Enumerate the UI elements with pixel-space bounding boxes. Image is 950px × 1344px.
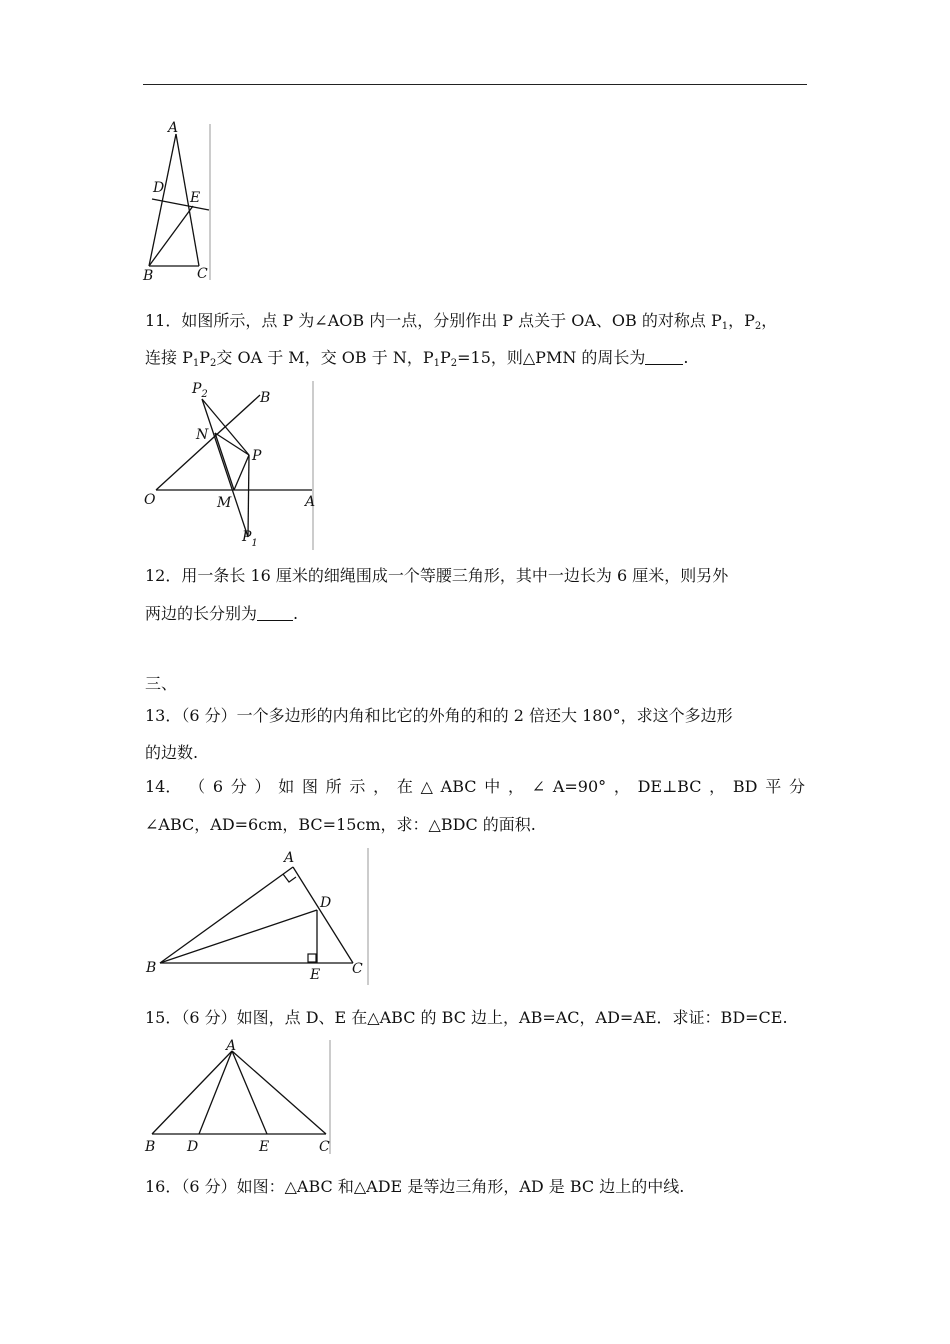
question-13-line1: 13．（6 分）一个多边形的内角和比它的外角的和的 2 倍还大 180°，求这个多边形 <box>145 706 733 725</box>
answer-blank <box>645 350 683 365</box>
q14-token: ， <box>507 777 524 796</box>
label-D: D <box>153 180 165 196</box>
question-11-line1: 11．如图所示，点 P 为∠AOB 内一点，分别作出 P 点关于 OA、OB 的对称点 $P_1$，$P_2$， <box>145 311 778 332</box>
q14-token: 在 <box>396 777 413 796</box>
label-O: O <box>144 492 156 508</box>
label-E: E <box>190 190 201 206</box>
figure-q15 <box>140 1036 334 1158</box>
question-14-line2: ∠ABC，AD=6cm，BC=15cm，求：△BDC 的面积. <box>145 815 536 834</box>
q14-token: 示 <box>349 777 366 796</box>
label-D: D <box>320 895 332 911</box>
label-E: E <box>259 1139 270 1155</box>
q14-token: 图 <box>301 777 318 796</box>
question-13-line2: 的边数. <box>145 743 199 762</box>
q14-token: BD <box>732 777 758 796</box>
label-P2: $P_2$ <box>192 381 208 400</box>
label-N: N <box>196 427 209 443</box>
q14-token: 平 <box>765 777 782 796</box>
label-B: B <box>146 960 157 976</box>
question-14-line1 <box>145 777 805 797</box>
label-C: C <box>197 266 208 282</box>
q14-token: ） <box>254 777 271 796</box>
label-A: A <box>168 120 179 136</box>
q14-token: ABC <box>440 777 477 796</box>
q14-token: （ <box>189 777 206 796</box>
label-D: D <box>187 1139 199 1155</box>
figure-q11 <box>140 377 318 554</box>
label-E: E <box>310 967 321 983</box>
q14-token: 6 <box>212 777 224 796</box>
q14-token: ， <box>709 777 726 796</box>
q14-token: △ <box>420 777 433 796</box>
question-16: 16．（6 分）如图：△ABC 和△ADE 是等边三角形，AD 是 BC 边上的中线. <box>145 1177 685 1196</box>
label-A: A <box>305 494 316 510</box>
section-heading: 三、 <box>145 674 178 693</box>
q14-token: 14． <box>145 777 182 796</box>
q14-token: DE⊥BC <box>637 777 702 796</box>
label-B: B <box>260 390 271 406</box>
q14-token: ， <box>613 777 630 796</box>
label-A: A <box>226 1038 237 1054</box>
label-M: M <box>217 495 232 511</box>
header-rule <box>143 84 807 85</box>
figure-q10 <box>140 120 215 285</box>
label-P: P <box>252 448 262 464</box>
q14-token: ， <box>373 777 390 796</box>
label-C: C <box>319 1139 330 1155</box>
q14-token: 分 <box>230 777 247 796</box>
label-B: B <box>145 1139 156 1155</box>
question-11-line2: 连接 $P_1P_2$交 OA 于 M，交 OB 于 N，$P_1P_2=15$，则△PMN 的周长为 . <box>145 348 689 369</box>
q14-token: 中 <box>484 777 501 796</box>
figure-q14 <box>140 845 372 987</box>
label-B: B <box>143 268 154 284</box>
question-12-line2: 两边的长分别为 . <box>145 604 299 623</box>
q14-token: A=90° <box>552 777 607 796</box>
question-12-line1: 12．用一条长 16 厘米的细绳围成一个等腰三角形，其中一边长为 6 厘米，则另外 <box>145 566 729 585</box>
label-P1: $P_1$ <box>242 529 258 549</box>
label-C: C <box>352 961 363 977</box>
q14-token: 分 <box>788 777 805 796</box>
q14-token: ∠ <box>531 777 546 796</box>
label-A: A <box>284 850 295 866</box>
answer-blank <box>257 606 293 621</box>
q14-token: 如 <box>278 777 295 796</box>
question-15: 15．（6 分）如图，点 D、E 在△ABC 的 BC 边上，AB=AC，AD=AE．求证：BD=CE. <box>145 1008 788 1027</box>
q14-token: 所 <box>325 777 342 796</box>
